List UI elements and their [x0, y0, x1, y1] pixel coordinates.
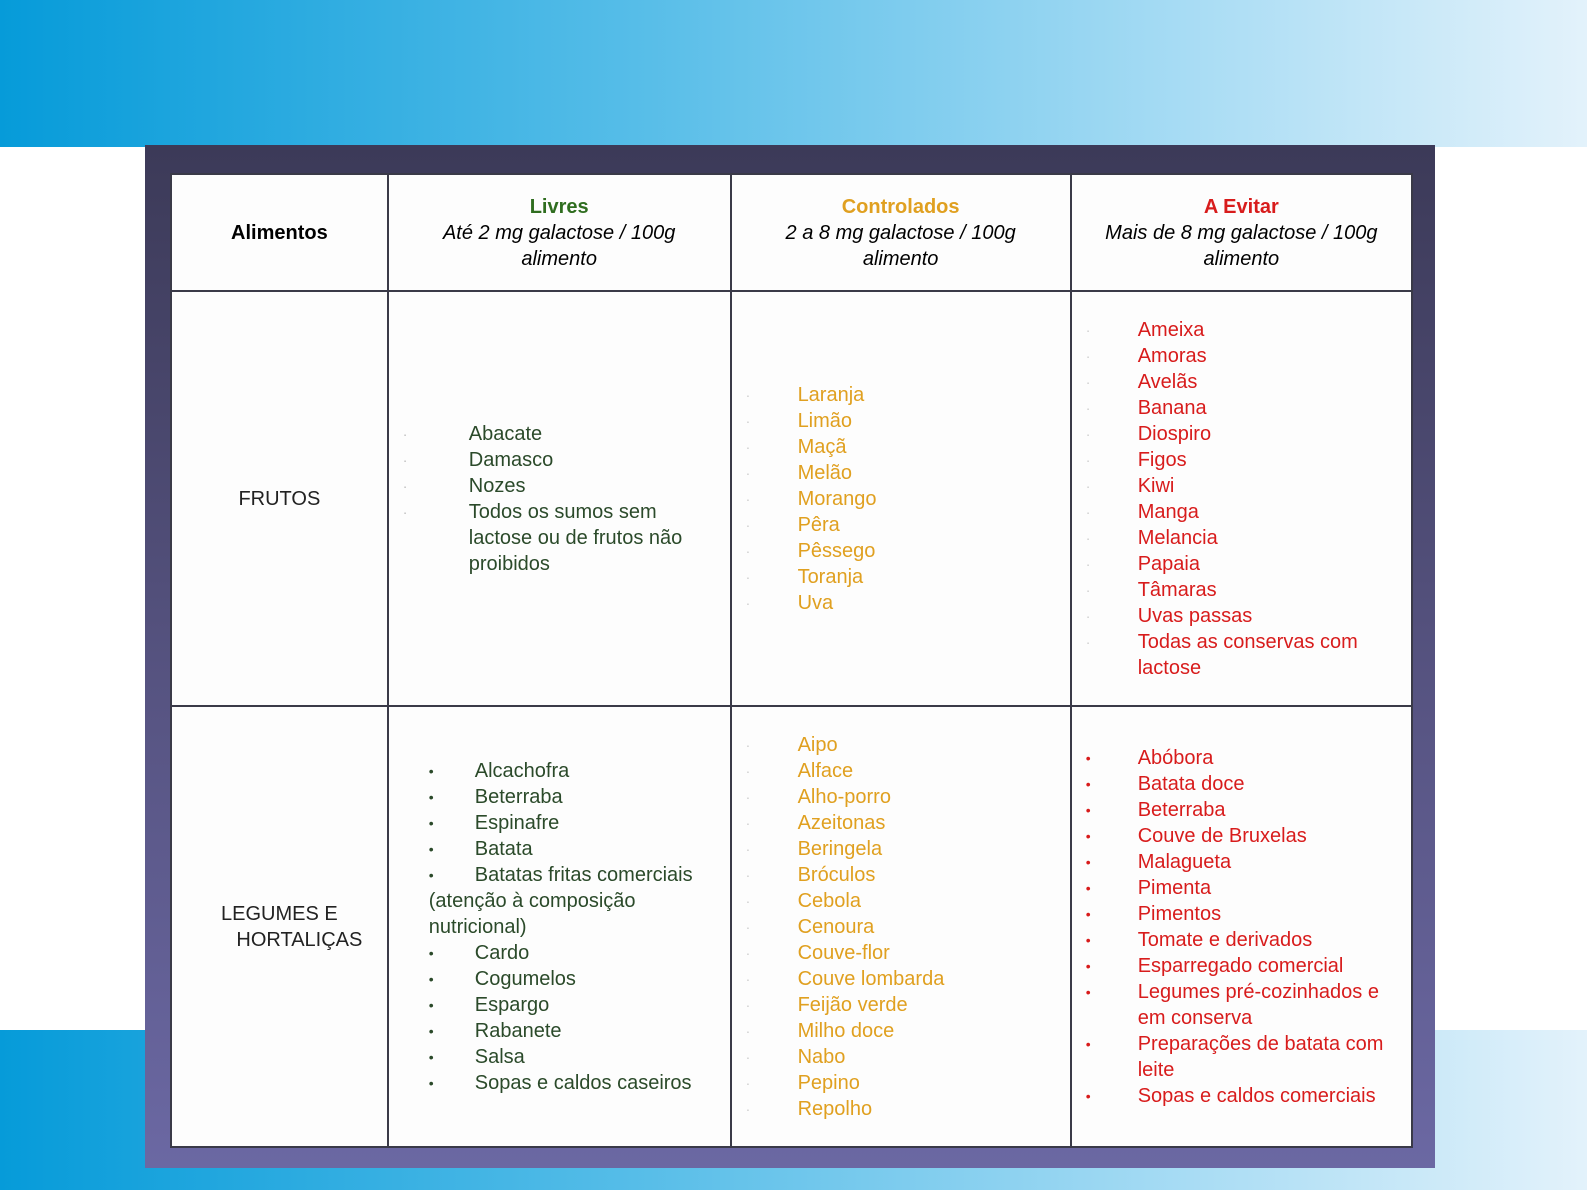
item-text: Couve-flor: [797, 941, 890, 964]
list-item: [732, 382, 1070, 408]
bullet-icon: •: [428, 814, 434, 831]
item-text: Cogumelos: [474, 967, 576, 990]
list-item: [1072, 525, 1411, 551]
bullet-icon: ·: [1085, 477, 1091, 494]
item-text: Kiwi: [1137, 474, 1175, 497]
bullet-icon: •: [428, 996, 434, 1013]
row-frutos: [171, 291, 1412, 706]
list-item: [389, 1044, 730, 1070]
list-item: [1072, 901, 1411, 927]
bullet-icon: ·: [745, 542, 751, 559]
item-text: Couve lombarda: [797, 967, 945, 990]
bullet-icon: •: [428, 788, 434, 805]
item-text: Laranja: [797, 383, 865, 406]
item-text: Milho doce: [797, 1019, 895, 1042]
bullet-icon: ·: [745, 866, 751, 883]
list-item: [732, 784, 1070, 810]
item-text: Cebola: [797, 889, 861, 912]
item-text: Melão: [797, 461, 853, 484]
item-text: Sopas e caldos comerciais: [1137, 1084, 1376, 1107]
header-alimentos: [171, 174, 388, 291]
bullet-icon: •: [428, 970, 434, 987]
list-item: [732, 408, 1070, 434]
item-text: Legumes pré-cozinhados e em conserva: [1137, 980, 1379, 1029]
bullet-icon: •: [428, 1048, 434, 1065]
bullet-icon: •: [1085, 905, 1091, 922]
item-text: Rabanete: [474, 1019, 562, 1042]
row-legumes: [171, 706, 1412, 1147]
list-item: [389, 784, 730, 810]
item-text: Tomate e derivados: [1137, 928, 1313, 951]
bullet-icon: ·: [745, 762, 751, 779]
list-item: [732, 486, 1070, 512]
bullet-icon: •: [1085, 931, 1091, 948]
bullet-icon: ·: [745, 970, 751, 987]
item-text: Avelãs: [1137, 370, 1198, 393]
item-text: Alcachofra: [474, 759, 570, 782]
item-text: Feijão verde: [797, 993, 908, 1016]
list-item: [732, 758, 1070, 784]
bullet-icon: ·: [745, 516, 751, 533]
bullet-icon: •: [1085, 983, 1091, 1000]
item-text: Ameixa: [1137, 318, 1205, 341]
bullet-icon: ·: [1085, 321, 1091, 338]
bullet-icon: ·: [402, 477, 408, 494]
item-text: Alho-porro: [797, 785, 891, 808]
bullet-icon: ·: [1085, 373, 1091, 390]
header-livres: [388, 174, 731, 291]
list-item: [732, 940, 1070, 966]
item-text: Batata doce: [1137, 772, 1245, 795]
bullet-icon: ·: [1085, 425, 1091, 442]
list-item: [732, 460, 1070, 486]
bullet-icon: ·: [745, 996, 751, 1013]
bullet-icon: •: [1085, 853, 1091, 870]
list-item: [1072, 551, 1411, 577]
item-text: Todas as conservas com lactose: [1137, 630, 1358, 679]
bullet-icon: ·: [745, 918, 751, 935]
item-text: Sopas e caldos caseiros: [474, 1071, 692, 1094]
item-text: Espargo: [474, 993, 550, 1016]
list-item: [1072, 421, 1411, 447]
list-item: [732, 1018, 1070, 1044]
bullet-icon: •: [1085, 957, 1091, 974]
item-text: Limão: [797, 409, 853, 432]
row-label: [171, 706, 388, 1147]
item-text: Nabo: [797, 1045, 846, 1068]
bullet-icon: ·: [745, 1074, 751, 1091]
bullet-icon: ·: [745, 412, 751, 429]
table-header-row: [171, 174, 1412, 291]
bullet-icon: ·: [745, 840, 751, 857]
controlados-sub: 2 a 8 mg galactose / 100g: [785, 221, 1016, 244]
list-item: [1072, 629, 1411, 681]
bullet-icon: ·: [1085, 633, 1091, 650]
list-item: [732, 564, 1070, 590]
item-text: Manga: [1137, 500, 1199, 523]
list-item: [732, 992, 1070, 1018]
list-item: [732, 590, 1070, 616]
list-item: [389, 1018, 730, 1044]
list-item: [1072, 343, 1411, 369]
bullet-icon: ·: [745, 1100, 751, 1117]
item-text: Maçã: [797, 435, 847, 458]
bullet-icon: ·: [745, 594, 751, 611]
list-item: [732, 888, 1070, 914]
bullet-icon: •: [428, 944, 434, 961]
header-evitar: [1071, 174, 1412, 291]
list-item: [732, 914, 1070, 940]
item-text: Beterraba: [1137, 798, 1226, 821]
list-item: [1072, 499, 1411, 525]
item-text: Aipo: [797, 733, 838, 756]
list-item: [389, 810, 730, 836]
list-item: [732, 966, 1070, 992]
bullet-icon: •: [1085, 1035, 1091, 1052]
livres-sub2: alimento: [521, 247, 597, 270]
bullet-icon: ·: [745, 568, 751, 585]
bullet-icon: ·: [1085, 451, 1091, 468]
list-item: [732, 732, 1070, 758]
item-text: Tâmaras: [1137, 578, 1217, 601]
item-text: Pêssego: [797, 539, 876, 562]
item-text: Toranja: [797, 565, 864, 588]
list-item: [1072, 447, 1411, 473]
list-item: [1072, 875, 1411, 901]
item-text: Beterraba: [474, 785, 563, 808]
bullet-icon: ·: [745, 892, 751, 909]
frutos-controlados-list: [732, 382, 1070, 616]
evitar-sub: Mais de 8 mg galactose / 100g: [1105, 221, 1378, 244]
bullet-icon: •: [1085, 827, 1091, 844]
bullet-icon: ·: [745, 490, 751, 507]
item-text: Uva: [797, 591, 834, 614]
item-text: Esparregado comercial: [1137, 954, 1344, 977]
list-item: [1072, 1083, 1411, 1109]
list-item: [389, 499, 689, 577]
list-item: [1072, 745, 1411, 771]
row-label: FRUTOS: [171, 291, 388, 706]
list-item: [389, 758, 730, 784]
list-item: [732, 538, 1070, 564]
controlados-sub2: alimento: [862, 247, 939, 270]
controlados-title: Controlados: [841, 195, 960, 218]
bullet-icon: •: [1085, 775, 1091, 792]
item-text: Preparações de batata com leite: [1137, 1032, 1384, 1081]
bullet-icon: ·: [1085, 555, 1091, 572]
item-text: Amoras: [1137, 344, 1207, 367]
list-item: [389, 447, 689, 473]
item-text: Espinafre: [474, 811, 560, 834]
header-band: [0, 0, 1587, 147]
item-text: Melancia: [1137, 526, 1218, 549]
list-item: [732, 1044, 1070, 1070]
item-text: Beringela: [797, 837, 883, 860]
list-item: [1072, 473, 1411, 499]
evitar-title: A Evitar: [1203, 195, 1279, 218]
livres-title: Livres: [529, 195, 589, 218]
bullet-icon: ·: [1085, 503, 1091, 520]
bullet-icon: •: [428, 1074, 434, 1091]
bullet-icon: •: [428, 840, 434, 857]
bullet-icon: ·: [745, 1022, 751, 1039]
item-text: Batatas fritas comerciais: [474, 863, 693, 886]
bullet-icon: ·: [745, 944, 751, 961]
item-text: Morango: [797, 487, 877, 510]
list-item: [732, 434, 1070, 460]
list-item: [1072, 823, 1411, 849]
item-text: Figos: [1137, 448, 1187, 471]
list-item: [732, 836, 1070, 862]
list-item: [732, 1070, 1070, 1096]
bullet-icon: •: [1085, 749, 1091, 766]
bullet-icon: ·: [745, 464, 751, 481]
legumes-livres-list-2: [389, 940, 730, 1096]
item-text: Abóbora: [1137, 746, 1214, 769]
bullet-icon: •: [428, 762, 434, 779]
bullet-icon: ·: [402, 425, 408, 442]
legumes-controlados-list: [732, 732, 1070, 1122]
list-item: [732, 810, 1070, 836]
list-item: [389, 836, 730, 862]
bullet-icon: ·: [1085, 607, 1091, 624]
item-text: Salsa: [474, 1045, 525, 1068]
item-text: Bróculos: [797, 863, 876, 886]
list-item: [732, 1096, 1070, 1122]
legumes-evitar-list: [1072, 745, 1411, 1109]
bullet-icon: ·: [1085, 529, 1091, 546]
list-item: [1072, 577, 1411, 603]
bullet-icon: ·: [745, 788, 751, 805]
item-text: Todos os sumos sem lactose ou de frutos não proibidos: [468, 500, 683, 575]
item-text: Damasco: [468, 448, 554, 471]
bullet-icon: ·: [1085, 581, 1091, 598]
bullet-icon: ·: [1085, 399, 1091, 416]
item-text: Malagueta: [1137, 850, 1232, 873]
header-controlados: [731, 174, 1071, 291]
list-item: [389, 473, 689, 499]
list-item: [1072, 849, 1411, 875]
item-text: Cardo: [474, 941, 530, 964]
item-text: Cenoura: [797, 915, 875, 938]
list-item: [1072, 603, 1411, 629]
list-item: [1072, 1031, 1411, 1083]
frutos-evitar-list: [1072, 317, 1411, 681]
bullet-icon: •: [428, 1022, 434, 1039]
list-item: [389, 940, 730, 966]
bullet-icon: •: [1085, 879, 1091, 896]
item-text: Abacate: [468, 422, 543, 445]
livres-sub: Até 2 mg galactose / 100g: [442, 221, 676, 244]
bullet-icon: ·: [1085, 347, 1091, 364]
galactose-table: [170, 173, 1413, 1148]
list-item: [732, 512, 1070, 538]
livres-note: (atenção à composição nutricional): [428, 889, 636, 938]
item-text: Pimentos: [1137, 902, 1222, 925]
legumes-livres-list: [389, 758, 730, 888]
item-text: Nozes: [468, 474, 526, 497]
bullet-icon: ·: [402, 451, 408, 468]
list-item: [389, 992, 730, 1018]
bullet-icon: ·: [402, 503, 408, 520]
list-item: [1072, 953, 1411, 979]
list-item: [389, 1070, 730, 1096]
list-item: [732, 862, 1070, 888]
list-item: [1072, 797, 1411, 823]
list-item: [389, 862, 730, 888]
item-text: Banana: [1137, 396, 1207, 419]
item-text: Batata: [474, 837, 533, 860]
header-label: Alimentos: [231, 221, 328, 244]
list-item: [1072, 317, 1411, 343]
list-item: [1072, 395, 1411, 421]
evitar-sub2: alimento: [1203, 247, 1280, 270]
row-label-line: HORTALIÇAS: [236, 928, 363, 951]
item-text: Uvas passas: [1137, 604, 1253, 627]
list-item: [1072, 927, 1411, 953]
item-text: Pimenta: [1137, 876, 1212, 899]
item-text: Diospiro: [1137, 422, 1212, 445]
frutos-livres-list: [389, 421, 689, 577]
row-label-line: LEGUMES E: [221, 902, 338, 925]
item-text: Azeitonas: [797, 811, 886, 834]
item-text: Alface: [797, 759, 854, 782]
bullet-icon: ·: [745, 1048, 751, 1065]
list-item: [1072, 979, 1411, 1031]
bullet-icon: •: [1085, 1087, 1091, 1104]
list-item: [1072, 369, 1411, 395]
bullet-icon: •: [428, 866, 434, 883]
bullet-icon: ·: [745, 386, 751, 403]
bullet-icon: ·: [745, 736, 751, 753]
bullet-icon: ·: [745, 438, 751, 455]
item-text: Couve de Bruxelas: [1137, 824, 1307, 847]
list-item: [1072, 771, 1411, 797]
item-text: Pêra: [797, 513, 840, 536]
bullet-icon: ·: [745, 814, 751, 831]
item-text: Papaia: [1137, 552, 1200, 575]
item-text: Repolho: [797, 1097, 873, 1120]
list-item: [389, 421, 689, 447]
bullet-icon: •: [1085, 801, 1091, 818]
item-text: Pepino: [797, 1071, 860, 1094]
list-item: [389, 966, 730, 992]
